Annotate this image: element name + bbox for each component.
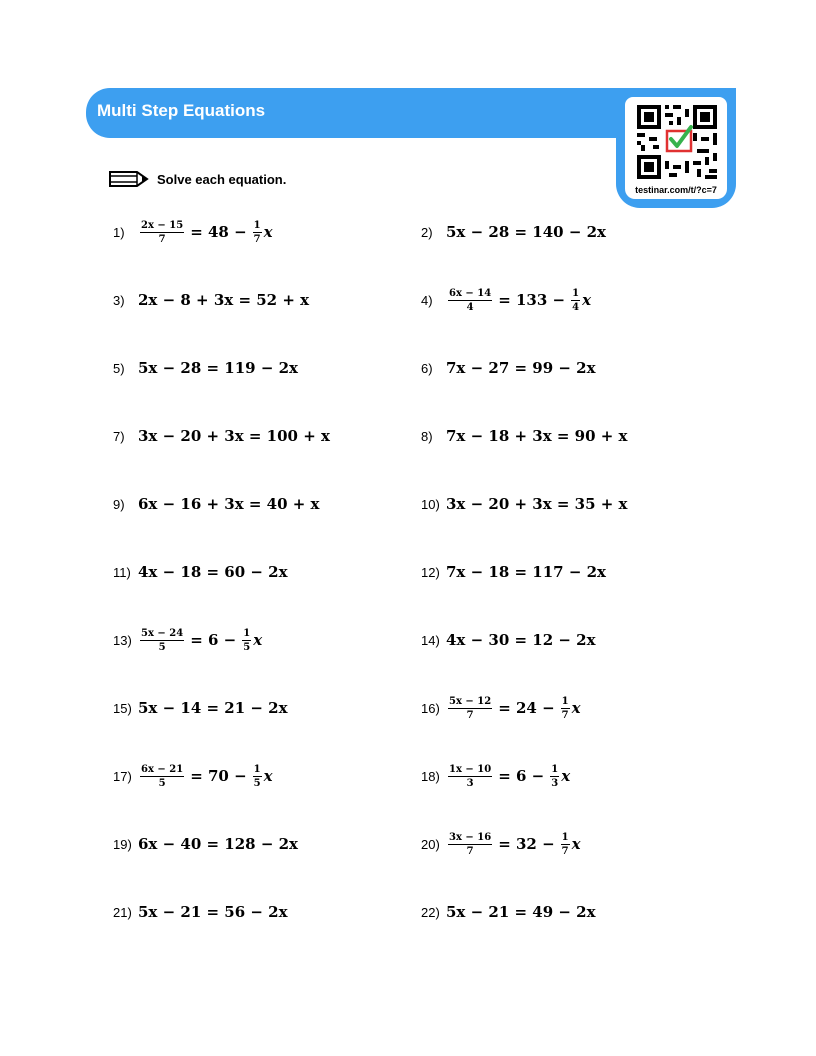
equation bbox=[446, 359, 596, 377]
equation bbox=[446, 563, 606, 581]
equation-text: 6x − 40 = 128 − 2x bbox=[138, 835, 298, 853]
equation bbox=[446, 832, 581, 857]
lhs-fraction bbox=[448, 696, 492, 721]
problem-number: 9) bbox=[113, 496, 125, 512]
fraction-numerator: 5x − 24 bbox=[141, 627, 184, 639]
pencil-icon bbox=[109, 169, 149, 189]
variable: x bbox=[263, 223, 273, 241]
equation-text: 5x − 28 = 140 − 2x bbox=[446, 223, 606, 241]
problem-item bbox=[421, 484, 628, 524]
equation-rhs: = 70 − bbox=[190, 767, 247, 785]
problem-item bbox=[113, 552, 288, 592]
equation bbox=[138, 291, 309, 309]
fraction-denominator: 5 bbox=[253, 777, 261, 789]
problem-number: 19) bbox=[113, 836, 132, 852]
qr-link[interactable]: testinar.com/t/?c=7 bbox=[635, 185, 717, 195]
fraction-denominator: 7 bbox=[466, 709, 474, 721]
fraction-numerator: 2x − 15 bbox=[141, 219, 184, 231]
variable: x bbox=[571, 835, 581, 853]
problem-number: 15) bbox=[113, 700, 132, 716]
fraction-denominator: 7 bbox=[561, 845, 569, 857]
problem-item bbox=[113, 824, 298, 864]
fraction-numerator: 1 bbox=[572, 287, 580, 299]
equation bbox=[446, 631, 596, 649]
equation-text: 7x − 18 + 3x = 90 + x bbox=[446, 427, 628, 445]
equation bbox=[138, 903, 288, 921]
equation-rhs: = 6 − bbox=[190, 631, 237, 649]
problem-item bbox=[421, 756, 570, 796]
equation-text: 6x − 16 + 3x = 40 + x bbox=[138, 495, 320, 513]
equation bbox=[446, 495, 628, 513]
instruction-text: Solve each equation. bbox=[157, 171, 287, 187]
equation bbox=[446, 223, 606, 241]
fraction-numerator: 3x − 16 bbox=[449, 831, 492, 843]
lhs-fraction bbox=[448, 832, 492, 857]
rhs-fraction bbox=[561, 832, 570, 857]
equation-text: 4x − 18 = 60 − 2x bbox=[138, 563, 288, 581]
problem-item bbox=[113, 348, 298, 388]
qr-code[interactable] bbox=[625, 97, 727, 186]
problem-number: 17) bbox=[113, 768, 132, 784]
problem-number: 1) bbox=[113, 224, 125, 240]
fraction-denominator: 7 bbox=[561, 709, 569, 721]
rhs-fraction bbox=[242, 628, 251, 653]
fraction-denominator: 3 bbox=[551, 777, 559, 789]
problem-number: 4) bbox=[421, 292, 433, 308]
problem-number: 22) bbox=[421, 904, 440, 920]
equation-rhs: = 32 − bbox=[498, 835, 555, 853]
fraction-denominator: 5 bbox=[243, 641, 251, 653]
problem-item bbox=[421, 212, 606, 252]
equation-text: 5x − 28 = 119 − 2x bbox=[138, 359, 298, 377]
equation-rhs: = 133 − bbox=[498, 291, 566, 309]
equation bbox=[446, 764, 570, 789]
fraction-denominator: 3 bbox=[466, 777, 474, 789]
problem-number: 11) bbox=[113, 564, 131, 580]
equation-text: 7x − 27 = 99 − 2x bbox=[446, 359, 596, 377]
equation bbox=[138, 359, 298, 377]
rhs-fraction bbox=[550, 764, 559, 789]
problem-number: 16) bbox=[421, 700, 440, 716]
equation-text: 4x − 30 = 12 − 2x bbox=[446, 631, 596, 649]
equation-text: 3x − 20 + 3x = 35 + x bbox=[446, 495, 628, 513]
fraction-numerator: 5x − 12 bbox=[449, 695, 492, 707]
equation-rhs: = 24 − bbox=[498, 699, 555, 717]
fraction-numerator: 6x − 14 bbox=[449, 287, 492, 299]
problem-number: 6) bbox=[421, 360, 433, 376]
fraction-denominator: 7 bbox=[466, 845, 474, 857]
lhs-fraction bbox=[140, 628, 184, 653]
rhs-fraction bbox=[253, 764, 262, 789]
variable: x bbox=[571, 699, 581, 717]
problem-item bbox=[421, 620, 596, 660]
problem-number: 8) bbox=[421, 428, 433, 444]
equation-rhs: = 6 − bbox=[498, 767, 545, 785]
equation-text: 5x − 21 = 56 − 2x bbox=[138, 903, 288, 921]
fraction-numerator: 1x − 10 bbox=[449, 763, 492, 775]
variable: x bbox=[561, 767, 571, 785]
equation bbox=[446, 427, 628, 445]
problem-item bbox=[113, 416, 330, 456]
equation bbox=[138, 699, 288, 717]
qr-code-panel bbox=[616, 88, 736, 208]
fraction-numerator: 1 bbox=[243, 627, 251, 639]
equation-text: 7x − 18 = 117 − 2x bbox=[446, 563, 606, 581]
fraction-denominator: 5 bbox=[158, 641, 166, 653]
rhs-fraction bbox=[571, 288, 580, 313]
problem-item bbox=[421, 552, 606, 592]
problem-item bbox=[421, 688, 581, 728]
problem-number: 21) bbox=[113, 904, 132, 920]
rhs-fraction bbox=[561, 696, 570, 721]
fraction-denominator: 7 bbox=[253, 233, 261, 245]
instructions bbox=[109, 168, 286, 190]
problem-item bbox=[421, 824, 581, 864]
lhs-fraction bbox=[448, 288, 492, 313]
equation bbox=[138, 563, 288, 581]
equation-text: 3x − 20 + 3x = 100 + x bbox=[138, 427, 330, 445]
problem-number: 20) bbox=[421, 836, 440, 852]
fraction-numerator: 6x − 21 bbox=[141, 763, 184, 775]
equation bbox=[138, 835, 298, 853]
qr-code-icon bbox=[625, 97, 727, 186]
fraction-denominator: 4 bbox=[466, 301, 474, 313]
problem-item bbox=[421, 416, 628, 456]
problem-number: 2) bbox=[421, 224, 433, 240]
equation-text: 2x − 8 + 3x = 52 + x bbox=[138, 291, 310, 309]
problem-item bbox=[113, 688, 288, 728]
equation-text: 5x − 14 = 21 − 2x bbox=[138, 699, 288, 717]
lhs-fraction bbox=[140, 764, 184, 789]
problem-number: 10) bbox=[421, 496, 440, 512]
fraction-denominator: 7 bbox=[158, 233, 166, 245]
problem-item bbox=[113, 756, 273, 796]
fraction-numerator: 1 bbox=[561, 695, 569, 707]
fraction-numerator: 1 bbox=[561, 831, 569, 843]
problem-number: 14) bbox=[421, 632, 440, 648]
problem-number: 12) bbox=[421, 564, 440, 580]
equation bbox=[446, 696, 581, 721]
equation bbox=[138, 764, 273, 789]
problem-number: 5) bbox=[113, 360, 125, 376]
problem-number: 13) bbox=[113, 632, 132, 648]
fraction-numerator: 1 bbox=[253, 219, 261, 231]
fraction-numerator: 1 bbox=[253, 763, 261, 775]
fraction-denominator: 4 bbox=[572, 301, 580, 313]
variable: x bbox=[582, 291, 592, 309]
problem-item bbox=[113, 892, 288, 932]
equation bbox=[138, 628, 262, 653]
problem-item bbox=[421, 280, 591, 320]
equation bbox=[446, 903, 596, 921]
rhs-fraction bbox=[253, 220, 262, 245]
equation bbox=[138, 220, 273, 245]
problem-number: 3) bbox=[113, 292, 125, 308]
problem-number: 18) bbox=[421, 768, 440, 784]
problem-item bbox=[421, 892, 596, 932]
problem-number: 7) bbox=[113, 428, 125, 444]
lhs-fraction bbox=[448, 764, 492, 789]
problem-item bbox=[113, 280, 309, 320]
fraction-denominator: 5 bbox=[158, 777, 166, 789]
problem-item bbox=[113, 484, 320, 524]
equation-text: 5x − 21 = 49 − 2x bbox=[446, 903, 596, 921]
variable: x bbox=[253, 631, 263, 649]
fraction-numerator: 1 bbox=[551, 763, 559, 775]
variable: x bbox=[263, 767, 273, 785]
problem-item bbox=[113, 212, 273, 252]
equation bbox=[446, 288, 591, 313]
page-title: Multi Step Equations bbox=[97, 101, 266, 120]
problem-item bbox=[421, 348, 596, 388]
lhs-fraction bbox=[140, 220, 184, 245]
equation bbox=[138, 427, 330, 445]
equation-rhs: = 48 − bbox=[190, 223, 247, 241]
qr-caption-area bbox=[625, 184, 727, 199]
equation bbox=[138, 495, 320, 513]
problem-item bbox=[113, 620, 262, 660]
